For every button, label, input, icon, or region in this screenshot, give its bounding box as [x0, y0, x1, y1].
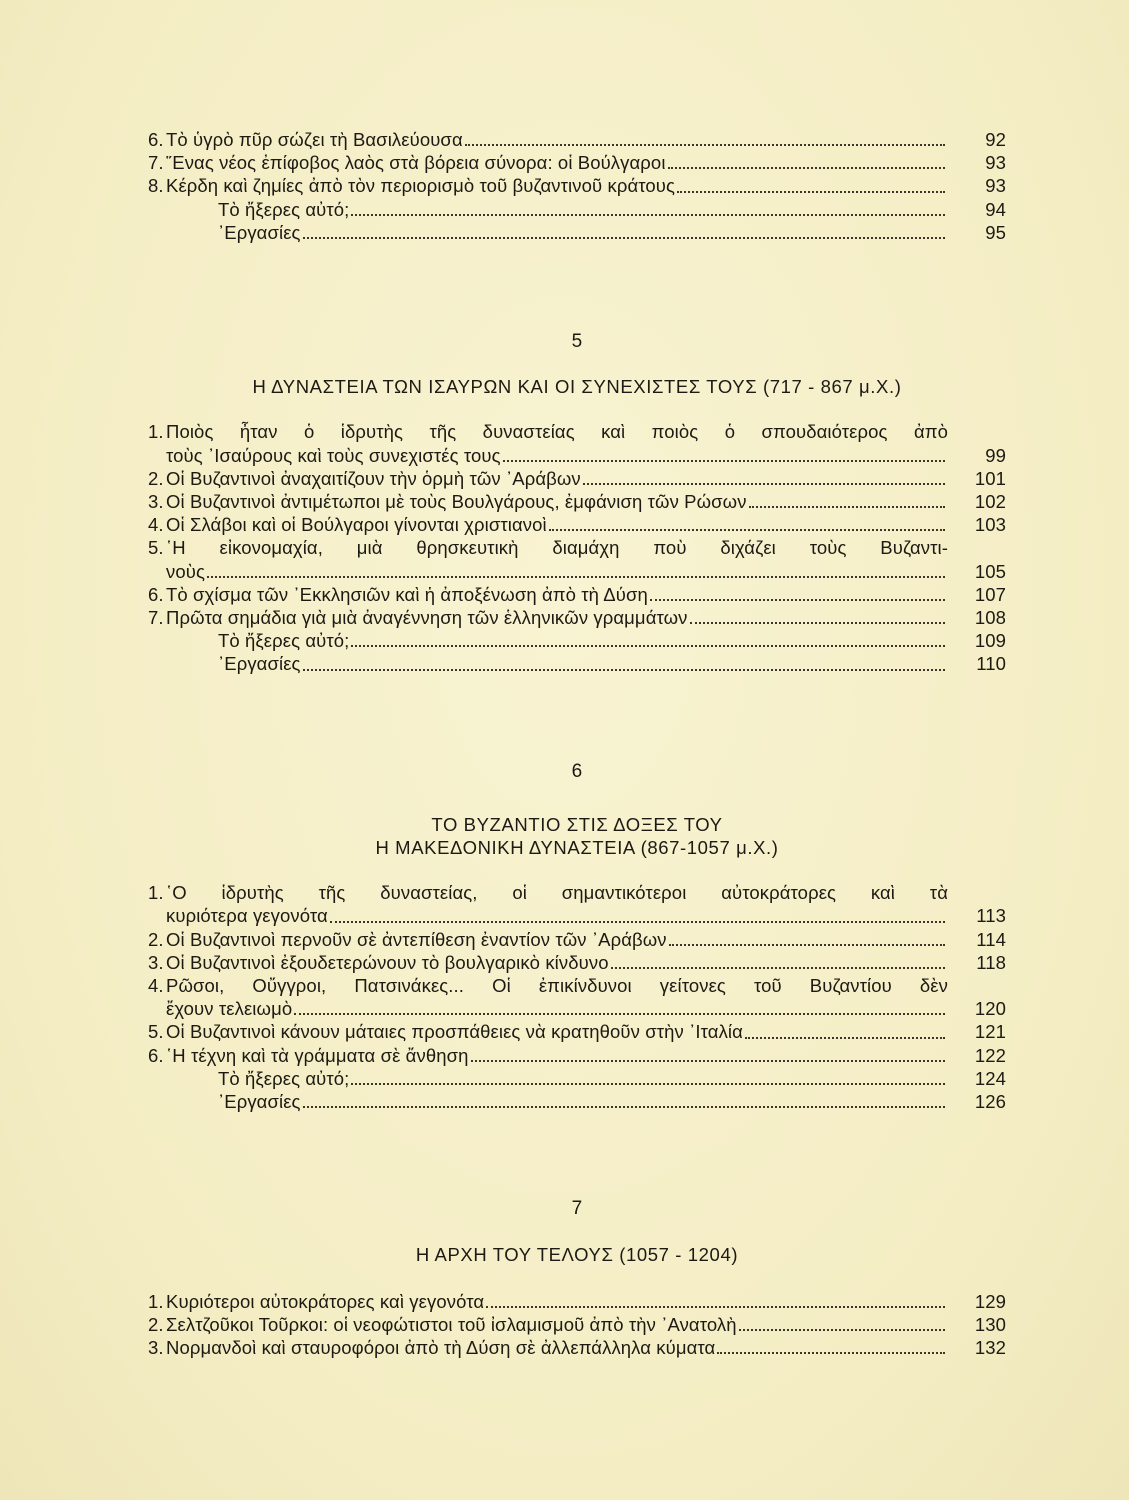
entry-number: 2. — [148, 928, 164, 950]
dot-leader — [677, 190, 945, 193]
dot-leader — [611, 966, 945, 969]
toc-entry[interactable] — [148, 997, 1006, 1020]
entry-title: Κέρδη καὶ ζημίες ἀπὸ τὸν περιορισμὸ τοῦ βυζαντινοῦ κράτους — [166, 175, 676, 197]
entry-title: Οἱ Βυζαντινοὶ περνοῦν σὲ ἀντεπίθεση ἐναντίον τῶν ᾿Αράβων — [166, 928, 667, 950]
toc-entry[interactable] — [148, 490, 1006, 513]
entry-page: 124 — [974, 1067, 1006, 1089]
entry-title: Τὸ ἤξερες αὐτό; — [218, 198, 350, 220]
entry-title: Σελτζοῦκοι Τοῦρκοι: οἱ νεοφώτιστοι τοῦ ἰσλαμισμοῦ ἀπὸ τὴν ᾿Ανατολὴ — [166, 1313, 737, 1335]
entry-page: 107 — [974, 583, 1006, 605]
dot-leader — [503, 459, 945, 462]
toc-entry[interactable] — [148, 1020, 1006, 1043]
entry-number: 1. — [148, 421, 164, 443]
entry-title: Κυριότεροι αὐτοκράτορες καὶ γεγονότα — [166, 1290, 485, 1312]
toc-entry[interactable] — [148, 652, 1006, 675]
dot-leader — [351, 213, 945, 216]
toc-entry[interactable] — [148, 606, 1006, 629]
entry-title-cont: τοὺς ᾿Ισαύρους καὶ τοὺς συνεχιστές τους — [166, 444, 501, 466]
entry-page: 110 — [976, 653, 1006, 675]
dot-leader — [351, 1082, 945, 1085]
entry-page: 99 — [985, 444, 1006, 466]
chapter-title: ΤΟ ΒΥΖΑΝΤΙΟ ΣΤΙΣ ΔΟΞΕΣ ΤΟΥ — [431, 813, 723, 835]
entry-number: 3. — [148, 951, 164, 973]
dot-leader — [294, 1012, 945, 1015]
toc-entry[interactable] — [148, 1336, 1006, 1359]
toc-entry[interactable] — [148, 583, 1006, 606]
dot-leader — [486, 1305, 945, 1308]
entry-page: 108 — [974, 607, 1006, 629]
table-of-contents — [148, 128, 1006, 1359]
toc-entry[interactable] — [148, 174, 1006, 197]
entry-title: Ποιὸς ἦταν ὁ ἱδρυτὴς τῆς δυναστείας καὶ ποιὸς ὁ σπουδαιότερος ἀπὸ — [166, 421, 948, 443]
entry-title: Πρῶτα σημάδια γιὰ μιὰ ἀναγέννηση τῶν ἑλληνικῶν γραμμάτων — [166, 607, 688, 629]
toc-entry[interactable] — [148, 128, 1006, 151]
dot-leader — [717, 1351, 945, 1354]
toc-entry[interactable] — [148, 560, 1006, 583]
entry-number: 5. — [148, 1021, 164, 1043]
entry-page: 130 — [974, 1313, 1006, 1335]
entry-page: 126 — [974, 1091, 1006, 1113]
entry-page: 94 — [985, 198, 1006, 220]
entry-title: ῞Ενας νέος ἐπίφοβος λαὸς στὰ βόρεια σύνορα: οἱ Βούλγαροι — [166, 152, 666, 174]
entry-title: Οἱ Βυζαντινοὶ κάνουν μάταιες προσπάθειες νὰ κρατηθοῦν στὴν ᾿Ιταλία — [166, 1021, 743, 1043]
toc-entry-line[interactable] — [148, 536, 1006, 559]
toc-entry[interactable] — [148, 444, 1006, 467]
dot-leader — [303, 1105, 945, 1108]
toc-entry[interactable] — [148, 221, 1006, 244]
entry-title: Τὸ ἤξερες αὐτό; — [218, 630, 350, 652]
entry-title: Οἱ Βυζαντινοὶ ἐξουδετερώνουν τὸ βουλγαρικὸ κίνδυνο — [166, 951, 609, 973]
entry-page: 121 — [974, 1021, 1006, 1043]
entry-title: Ρῶσοι, Οὔγγροι, Πατσινάκες... Οἱ ἐπικίνδυνοι γείτονες τοῦ Βυζαντίου δὲν — [166, 975, 948, 997]
toc-entry[interactable] — [148, 1067, 1006, 1090]
entry-number: 1. — [148, 1290, 164, 1312]
dot-leader — [465, 143, 945, 146]
entry-page: 118 — [976, 951, 1006, 973]
entry-title: ῾Η εἰκονομαχία, μιὰ θρησκευτικὴ διαμάχη ποὺ διχάζει τοὺς Βυζαντι- — [166, 537, 948, 559]
entry-page: 101 — [974, 467, 1006, 489]
entry-number: 4. — [148, 514, 164, 536]
dot-leader — [739, 1328, 945, 1331]
toc-entry[interactable] — [148, 904, 1006, 927]
entry-title: Τὸ ὑγρὸ πῦρ σώζει τὴ Βασιλεύουσα — [166, 129, 463, 150]
entry-title-cont: νοὺς — [166, 560, 205, 582]
dot-leader — [669, 943, 945, 946]
dot-leader — [303, 236, 945, 239]
toc-entry[interactable] — [148, 1044, 1006, 1067]
dot-leader — [690, 621, 945, 624]
entry-number: 3. — [148, 1337, 164, 1359]
toc-entry[interactable] — [148, 629, 1006, 652]
entry-number: 5. — [148, 537, 164, 559]
toc-entry[interactable] — [148, 1290, 1006, 1313]
entry-title: Νορμανδοὶ καὶ σταυροφόροι ἀπὸ τὴ Δύση σὲ ἀλλεπάλληλα κύματα — [166, 1337, 716, 1359]
entry-page: 105 — [974, 560, 1006, 582]
toc-entry[interactable] — [148, 1090, 1006, 1113]
entry-title: ᾿Εργασίες — [218, 1091, 301, 1113]
entry-page: 113 — [976, 905, 1006, 927]
toc-entry[interactable] — [148, 1313, 1006, 1336]
toc-entry[interactable] — [148, 151, 1006, 174]
entry-title: Οἱ Βυζαντινοὶ ἀντιμέτωποι μὲ τοὺς Βουλγάρους, ἐμφάνιση τῶν Ρώσων — [166, 491, 747, 513]
entry-title: ᾿Εργασίες — [218, 221, 301, 243]
toc-entry-line[interactable] — [148, 420, 1006, 443]
dot-leader — [668, 166, 945, 169]
toc-entry[interactable] — [148, 198, 1006, 221]
entry-title: ῾Ο ἱδρυτὴς τῆς δυναστείας, οἱ σημαντικότεροι αὐτοκράτορες καὶ τὰ — [166, 882, 948, 904]
entry-page: 120 — [974, 998, 1006, 1020]
entry-title: Τὸ ἤξερες αὐτό; — [218, 1067, 350, 1089]
entry-page: 132 — [974, 1337, 1006, 1359]
chapter-number: 7 — [571, 1198, 583, 1220]
entry-number: 2. — [148, 1313, 164, 1335]
toc-entry[interactable] — [148, 513, 1006, 536]
entry-page: 114 — [976, 928, 1006, 950]
dot-leader — [650, 598, 945, 601]
dot-leader — [549, 528, 945, 531]
entry-number: 7. — [148, 152, 164, 174]
entry-number: 8. — [148, 175, 164, 197]
dot-leader — [745, 1036, 945, 1039]
entry-title: Οἱ Σλάβοι καὶ οἱ Βούλγαροι γίνονται χριστιανοὶ — [166, 514, 547, 536]
dot-leader — [749, 505, 945, 508]
entry-title: Οἱ Βυζαντινοὶ ἀναχαιτίζουν τὴν ὁρμὴ τῶν ᾿Αράβων — [166, 467, 581, 489]
dot-leader — [207, 575, 945, 578]
entry-title-cont: κυριότερα γεγονότα — [166, 905, 328, 927]
entry-page: 93 — [985, 175, 1006, 197]
chapter-number: 5 — [571, 331, 583, 353]
entry-page: 93 — [985, 152, 1006, 174]
entry-title: ᾿Εργασίες — [218, 653, 301, 675]
entry-page: 122 — [974, 1044, 1006, 1066]
dot-leader — [303, 668, 945, 671]
entry-page: 129 — [974, 1290, 1006, 1312]
toc-entry-line[interactable] — [148, 881, 1006, 904]
entry-title: Τὸ σχίσμα τῶν ᾿Εκκλησιῶν καὶ ἡ ἀποξένωση ἀπὸ τὴ Δύση — [166, 583, 648, 605]
entry-page: 103 — [974, 514, 1006, 536]
dot-leader — [583, 482, 945, 485]
entry-number: 7. — [148, 607, 164, 629]
entry-number: 3. — [148, 491, 164, 513]
toc-entry[interactable] — [148, 467, 1006, 490]
toc-entry[interactable] — [148, 951, 1006, 974]
entry-title-cont: ἔχουν τελειωμὸ — [166, 998, 293, 1020]
dot-leader — [471, 1059, 945, 1062]
entry-number: 2. — [148, 467, 164, 489]
entry-number: 6. — [148, 583, 164, 605]
chapter-title: Η ΔΥΝΑΣΤΕΙΑ ΤΩΝ ΙΣΑΥΡΩΝ ΚΑΙ ΟΙ ΣΥΝΕΧΙΣΤΕΣ ΤΟΥΣ (717 - 867 μ.Χ.) — [252, 376, 902, 398]
entry-number: 4. — [148, 975, 164, 997]
chapter-title: Η ΑΡΧΗ ΤΟΥ ΤΕΛΟΥΣ (1057 - 1204) — [415, 1243, 739, 1265]
toc-entry-line[interactable] — [148, 974, 1006, 997]
entry-title: ῾Η τέχνη καὶ τὰ γράμματα σὲ ἄνθηση — [166, 1044, 469, 1066]
entry-number: 6. — [148, 1044, 164, 1066]
dot-leader — [351, 644, 945, 647]
entry-number: 1. — [148, 882, 164, 904]
entry-page: 109 — [974, 630, 1006, 652]
entry-page: 95 — [985, 221, 1006, 243]
entry-number: 6. — [148, 129, 164, 150]
entry-page: 92 — [985, 129, 1006, 150]
toc-entry[interactable] — [148, 928, 1006, 951]
entry-page: 102 — [974, 491, 1006, 513]
chapter-subtitle: Η ΜΑΚΕΔΟΝΙΚΗ ΔΥΝΑΣΤΕΙΑ (867-1057 μ.Χ.) — [375, 837, 779, 859]
chapter-number: 6 — [571, 760, 583, 782]
dot-leader — [330, 920, 945, 923]
